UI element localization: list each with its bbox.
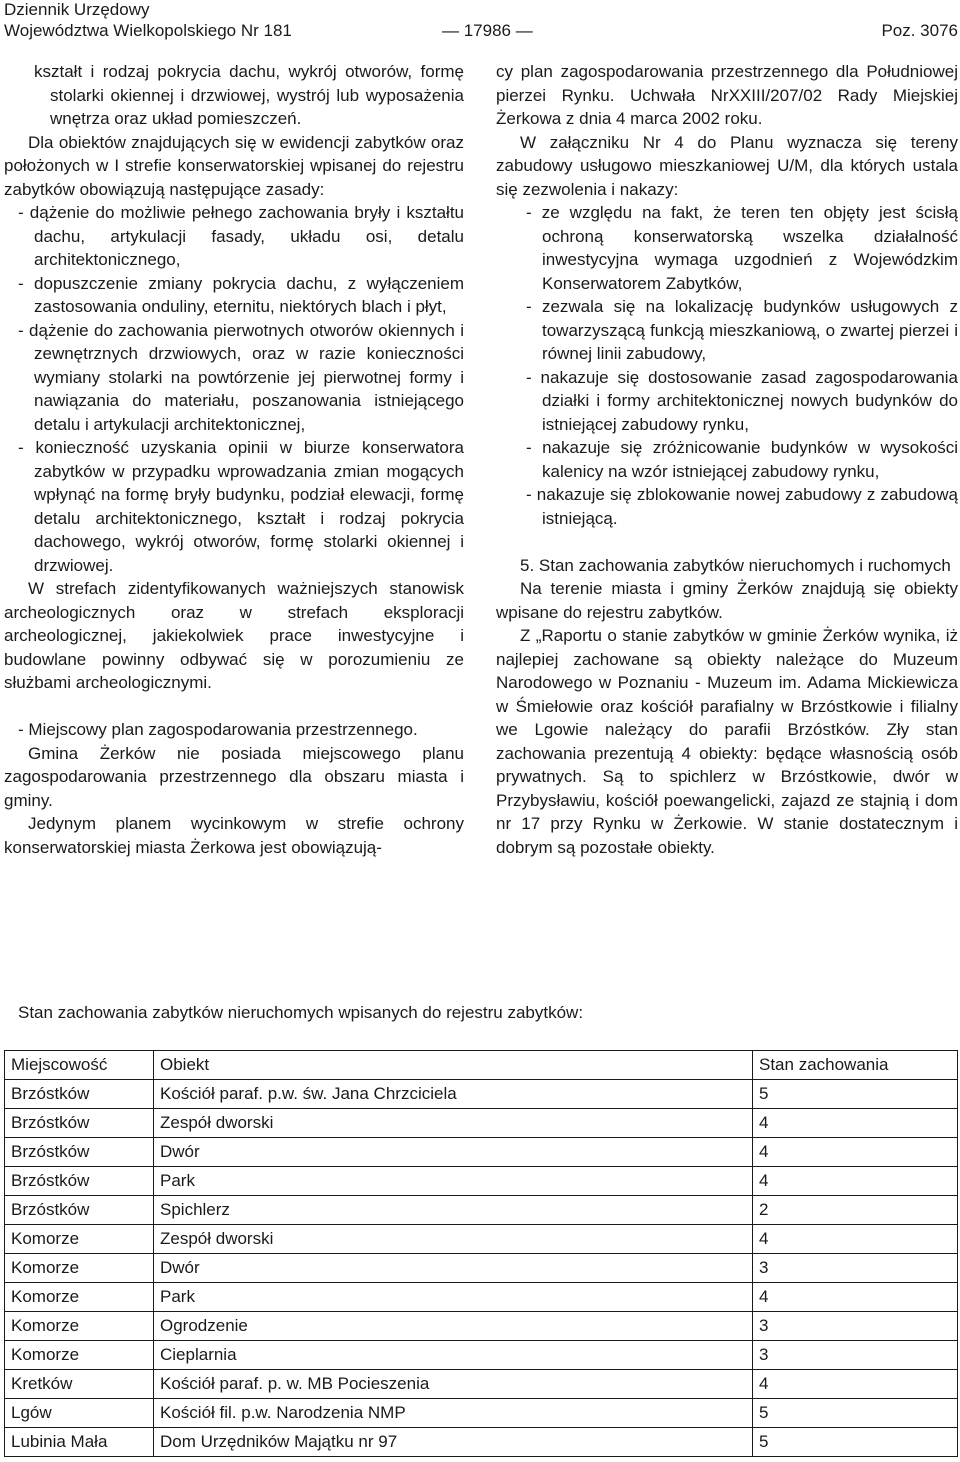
paragraph-spacer xyxy=(496,530,958,554)
position-number: Poz. 3076 xyxy=(881,21,958,40)
cell-locality: Komorze xyxy=(5,1283,154,1312)
column-header-locality: Miejscowość xyxy=(5,1051,154,1080)
page-number: — 17986 — xyxy=(442,21,533,40)
cell-condition: 5 xyxy=(753,1428,958,1457)
table-row xyxy=(5,1167,958,1196)
register-table xyxy=(4,1050,958,1457)
table-row xyxy=(5,1370,958,1399)
paragraph: - dążenie do zachowania pierwotnych otworów okiennych i zewnętrznych drzwiowych, oraz w razie konieczności wymiany stolarki na powtórzenie jej pierwotnej formy i nawiązania do materiału, poszanowania istniejącego detalu i artykulacji architektonicznej, xyxy=(18,320,464,434)
cell-locality: Lgów xyxy=(5,1399,154,1428)
paragraph: - ze względu na fakt, że teren ten objęty jest ścisłą ochroną konserwatorską wszelka działalność inwestycyjna wymaga uzgodnień z Wojewódzkim Konserwatorem Zabytków, xyxy=(526,203,958,293)
column-header-condition: Stan zachowania xyxy=(753,1051,958,1080)
paragraph: W strefach zidentyfikowanych ważniejszych stanowisk archeologicznych oraz w strefach eksploracji archeologicznej, jakiekolwiek prace inwestycyjne i budowlane powinny odbywać się w porozumieniu ze służbami archeologicznymi. xyxy=(4,579,464,692)
table-header-row xyxy=(5,1051,958,1080)
paragraph: - nakazuje się dostosowanie zasad zagospodarowania działki i formy architektonicznej nowych budynków do istniejącej zabudowy rynku, xyxy=(526,367,958,434)
cell-condition: 5 xyxy=(753,1080,958,1109)
table-row xyxy=(5,1138,958,1167)
cell-object: Zespół dworski xyxy=(154,1225,753,1254)
cell-object: Dwór xyxy=(154,1138,753,1167)
cell-object: Dwór xyxy=(154,1254,753,1283)
cell-locality: Komorze xyxy=(5,1312,154,1341)
cell-condition: 4 xyxy=(753,1225,958,1254)
paragraph: - konieczność uzyskania opinii w biurze konserwatora zabytków w przypadku wprowadzania zmian mogących wpłynąć na formę bryły budynku, podział elewacji, formę detalu architektonicznego, kształt i rodzaj pokrycia dachowego, wykrój otworów, formę stolarki okiennej i drzwiowej. xyxy=(18,438,464,575)
page-header xyxy=(4,0,958,44)
paragraph: - nakazuje się zróżnicowanie budynków w wysokości kalenicy na wzór istniejącej zabudowy rynku, xyxy=(526,438,958,481)
table-row xyxy=(5,1196,958,1225)
cell-object: Cieplarnia xyxy=(154,1341,753,1370)
cell-locality: Brzóstków xyxy=(5,1080,154,1109)
paragraph: - dopuszczenie zmiany pokrycia dachu, z wyłączeniem zastosowania onduliny, eternitu, niektórych blach i płyt, xyxy=(18,273,464,316)
table-row xyxy=(5,1109,958,1138)
cell-locality: Komorze xyxy=(5,1254,154,1283)
cell-object: Kościół paraf. p. w. MB Pocieszenia xyxy=(154,1370,753,1399)
paragraph: Jedynym planem wycinkowym w strefie ochrony konserwatorskiej miasta Żerkowa jest obowiązują- xyxy=(4,814,464,857)
table-row xyxy=(5,1399,958,1428)
cell-condition: 4 xyxy=(753,1109,958,1138)
cell-locality: Kretków xyxy=(5,1370,154,1399)
cell-locality: Brzóstków xyxy=(5,1167,154,1196)
left-text-column xyxy=(4,60,464,859)
table-row xyxy=(5,1283,958,1312)
paragraph: kształt i rodzaj pokrycia dachu, wykrój otworów, formę stolarki okiennej i drzwiowej, wystrój lub wyposażenia wnętrza oraz układ pomieszczeń. xyxy=(34,62,464,128)
cell-object: Ogrodzenie xyxy=(154,1312,753,1341)
paragraph-spacer xyxy=(4,695,464,719)
table-row xyxy=(5,1312,958,1341)
cell-locality: Komorze xyxy=(5,1225,154,1254)
table-row xyxy=(5,1225,958,1254)
journal-title: Dziennik Urzędowy xyxy=(4,0,150,19)
cell-object: Kościół paraf. p.w. św. Jana Chrzciciela xyxy=(154,1080,753,1109)
paragraph: cy plan zagospodarowania przestrzennego dla Południowej pierzei Rynku. Uchwała NrXXIII/207/02 Rady Miejskiej Żerkowa z dnia 4 marca 2002 roku. xyxy=(496,62,958,128)
table-row xyxy=(5,1341,958,1370)
right-text-column xyxy=(496,60,958,859)
cell-condition: 3 xyxy=(753,1312,958,1341)
cell-object: Dom Urzędników Majątku nr 97 xyxy=(154,1428,753,1457)
cell-condition: 3 xyxy=(753,1341,958,1370)
cell-locality: Brzóstków xyxy=(5,1109,154,1138)
column-header-object: Obiekt xyxy=(154,1051,753,1080)
cell-condition: 4 xyxy=(753,1283,958,1312)
paragraph: W załączniku Nr 4 do Planu wyznacza się tereny zabudowy usługowo mieszkaniowej U/M, dla których ustala się zezwolenia i nakazy: xyxy=(496,132,958,199)
cell-locality: Lubinia Mała xyxy=(5,1428,154,1457)
cell-condition: 5 xyxy=(753,1399,958,1428)
paragraph: - Miejscowy plan zagospodarowania przestrzennego. xyxy=(18,720,418,739)
paragraph: Z „Raportu o stanie zabytków w gminie Żerków wynika, iż najlepiej zachowane są obiekty należące do Muzeum Narodowego w Poznaniu - Muzeum im. Adama Mickiewicza w Śmiełowie oraz kościół parafialny w Brzóstkowie i filialny we Lgowie należący do parafii Brzóstków. Zły stan zachowania prezentują 4 obiekty: będące własnością osób prywatnych. Są to spichlerz w Brzóstkowie, dwór w Przybysławiu, kościół poewangelicki, zajazd ze stajnią i dom nr 17 przy Rynku w Żerkowie. W stanie dostatecznym i dobrym są pozostałe obiekty. xyxy=(496,626,958,857)
cell-locality: Brzóstków xyxy=(5,1138,154,1167)
paragraph: - dążenie do możliwie pełnego zachowania bryły i kształtu dachu, artykulacji fasady, układu osi, detalu architektonicznego, xyxy=(18,203,464,269)
cell-object: Zespół dworski xyxy=(154,1109,753,1138)
cell-object: Park xyxy=(154,1167,753,1196)
cell-condition: 2 xyxy=(753,1196,958,1225)
journal-issue: Województwa Wielkopolskiego Nr 181 xyxy=(4,21,292,40)
cell-object: Spichlerz xyxy=(154,1196,753,1225)
paragraph: - nakazuje się zblokowanie nowej zabudowy z zabudową istniejącą. xyxy=(526,485,958,528)
paragraph: Na terenie miasta i gminy Żerków znajdują się obiekty wpisane do rejestru zabytków. xyxy=(496,579,958,622)
table-caption: Stan zachowania zabytków nieruchomych wpisanych do rejestru zabytków: xyxy=(18,1003,584,1022)
cell-object: Park xyxy=(154,1283,753,1312)
paragraph: - zezwala się na lokalizację budynków usługowych z towarzyszącą funkcją mieszkaniową, o zwartej pierzei i równej linii zabudowy, xyxy=(526,297,958,363)
cell-condition: 4 xyxy=(753,1370,958,1399)
cell-locality: Brzóstków xyxy=(5,1196,154,1225)
table-row xyxy=(5,1428,958,1457)
paragraph: 5. Stan zachowania zabytków nieruchomych i ruchomych xyxy=(520,555,951,575)
table-row xyxy=(5,1254,958,1283)
table-row xyxy=(5,1080,958,1109)
cell-object: Kościół fil. p.w. Narodzenia NMP xyxy=(154,1399,753,1428)
paragraph: Gmina Żerków nie posiada miejscowego planu zagospodarowania przestrzennego dla obszaru miasta i gminy. xyxy=(4,743,464,810)
paragraph: Dla obiektów znajdujących się w ewidencji zabytków oraz położonych w I strefie konserwatorskiej wpisanej do rejestru zabytków obowiązują następujące zasady: xyxy=(4,132,464,199)
cell-condition: 3 xyxy=(753,1254,958,1283)
cell-condition: 4 xyxy=(753,1138,958,1167)
cell-condition: 4 xyxy=(753,1167,958,1196)
cell-locality: Komorze xyxy=(5,1341,154,1370)
